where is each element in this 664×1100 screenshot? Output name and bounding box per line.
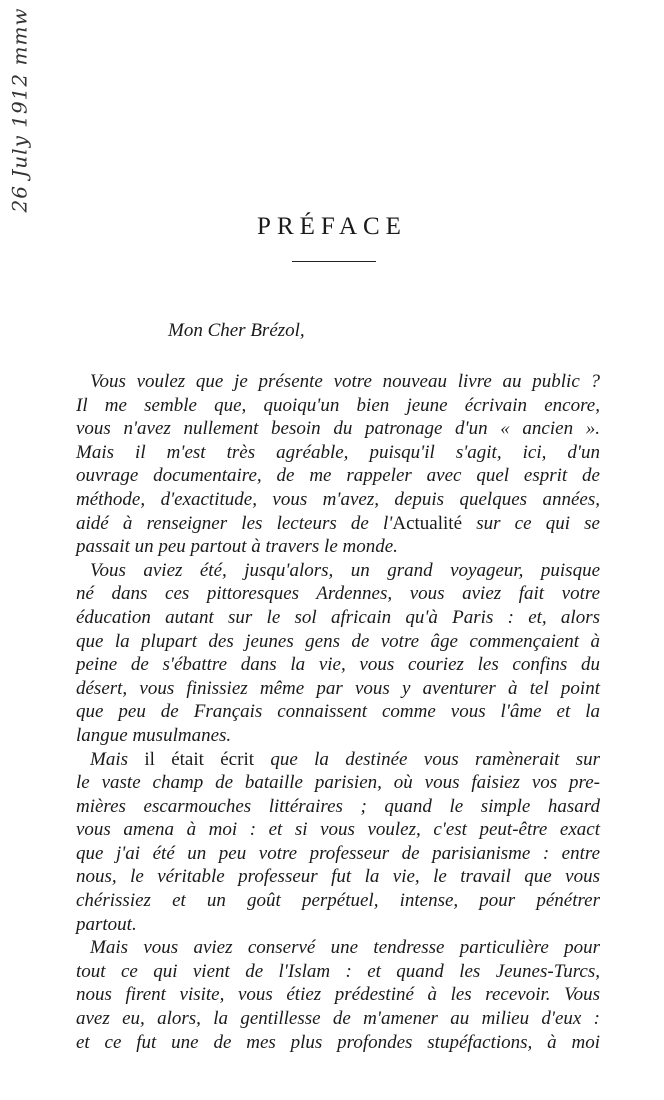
text-line: que j'ai été un peu votre professeur de parisianisme : entre	[76, 842, 600, 864]
title-rule	[292, 261, 376, 262]
text-line: Mais vous aviez conservé une tendresse particulière pour	[90, 937, 600, 959]
text-line: vous n'avez nullement besoin du patronage d'un « ancien ».	[76, 418, 600, 440]
text-line: langue musulmanes.	[76, 724, 232, 746]
text-line: passait un peu partout à travers le monde.	[76, 536, 398, 558]
text-line: chérissiez et un goût perpétuel, intense, pour pénétrer	[76, 890, 600, 912]
journal-title: Actualité	[392, 512, 463, 534]
text-line: que peu de Français connaissent comme vous l'âme et la	[76, 701, 600, 723]
text-line: désert, vous finissiez même par vous y aventurer à tel point	[76, 677, 600, 699]
preface-body	[76, 370, 600, 1054]
text-line: partout.	[76, 913, 137, 935]
text-line: peine de s'ébattre dans la vie, vous couriez les confins du	[76, 654, 600, 676]
text-line: ouvrage documentaire, de me rappeler avec quel esprit de	[76, 465, 600, 487]
text-line: Il me semble que, quoiqu'un bien jeune écrivain encore,	[76, 394, 600, 416]
text-line: le vaste champ de bataille parisien, où vous faisiez vos pre-	[76, 772, 600, 794]
text-line: Mais il m'est très agréable, puisqu'il s'agit, ici, d'un	[76, 441, 600, 463]
text-line: tout ce qui vient de l'Islam : et quand les Jeunes-Turcs,	[76, 960, 600, 982]
text-line: et ce fut une de mes plus profondes stupéfactions, à moi	[76, 1031, 600, 1053]
text-line: Mais il était écrit que la destinée vous ramènerait sur	[90, 748, 601, 770]
text-line: nous firent visite, vous étiez prédestiné à les recevoir. Vous	[76, 984, 600, 1006]
text-line: avez eu, alors, la gentillesse de m'amener au milieu d'eux :	[76, 1008, 600, 1030]
margin-note-text: 26 July 1912 mmw	[8, 7, 32, 213]
salutation: Mon Cher Brézol,	[168, 320, 305, 341]
text-line: méthode, d'exactitude, vous m'avez, depuis quelques années,	[76, 488, 600, 510]
text-line: nous, le véritable professeur fut la vie, le travail que vous	[76, 866, 600, 888]
text-line: vous amena à moi : et si vous voulez, c'est peut-être exact	[76, 819, 600, 841]
text-line: Vous aviez été, jusqu'alors, un grand voyageur, puisque	[90, 559, 600, 581]
handwritten-margin-note	[6, 7, 34, 213]
text-line: aidé à renseigner les lecteurs de l'Actualité sur ce qui se	[76, 512, 600, 534]
text-line: que la plupart des jeunes gens de votre âge commençaient à	[76, 630, 600, 652]
text-line: éducation autant sur le sol africain qu'à Paris : et, alors	[76, 606, 600, 628]
text-line: mières escarmouches littéraires ; quand le simple hasard	[76, 795, 600, 817]
text-line: Vous voulez que je présente votre nouveau livre au public ?	[90, 371, 600, 392]
page-title: PRÉFACE	[257, 212, 407, 240]
text-line: né dans ces pittoresques Ardennes, vous aviez fait votre	[76, 583, 600, 605]
